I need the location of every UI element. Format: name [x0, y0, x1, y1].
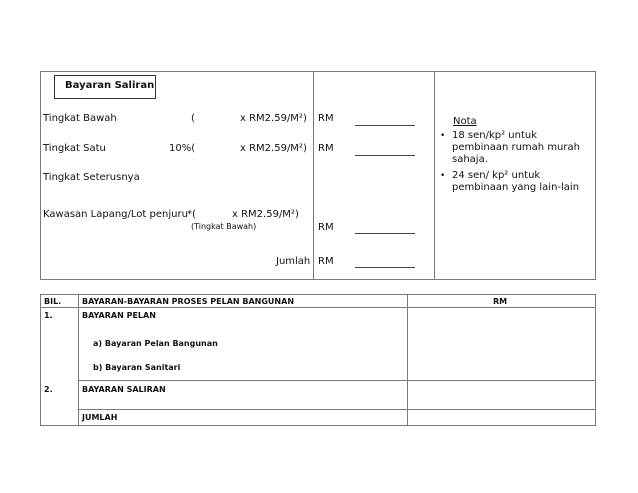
total-label: Jumlah — [276, 256, 311, 267]
row-label-open-area: Kawasan Lapang/Lot penjuru — [43, 209, 188, 220]
row-rate-open-area: x RM2.59/M²) — [232, 209, 299, 220]
row-desc: BAYARAN PELAN — [82, 311, 156, 320]
note-item: 24 sen/ kp² untuk pembinaan yang lain-lain — [452, 170, 580, 193]
row-label-next-floor: Tingkat Seterusnya — [43, 172, 140, 183]
amount-field[interactable] — [355, 125, 415, 126]
total-currency: RM — [318, 256, 334, 267]
row-currency-first-floor: RM — [318, 143, 334, 154]
row-rate-first-floor: x RM2.59/M²) — [240, 143, 307, 154]
row-desc: JUMLAH — [82, 413, 118, 422]
bullet-icon: • — [440, 171, 446, 181]
row-currency-ground-floor: RM — [318, 113, 334, 124]
bullet-icon: • — [440, 131, 446, 141]
row-sub-item: b) Bayaran Sanitari — [93, 363, 181, 372]
total-amount-field[interactable] — [355, 267, 415, 268]
row-pct-first-floor: 10%( — [169, 143, 196, 154]
note-title: Nota — [453, 116, 477, 127]
amount-field[interactable] — [355, 233, 415, 234]
row-desc: BAYARAN SALIRAN — [82, 385, 166, 394]
note-item: 18 sen/kp² untuk pembinaan rumah murah sahaja. — [452, 130, 580, 165]
row-bil: 2. — [44, 385, 53, 394]
row-label-first-floor: Tingkat Satu — [43, 143, 106, 154]
row-rate-ground-floor: x RM2.59/M²) — [240, 113, 307, 124]
col-header-desc: BAYARAN-BAYARAN PROSES PELAN BANGUNAN — [82, 297, 295, 306]
row-pct-open-area: *( — [187, 209, 196, 220]
row-pct-ground-floor: ( — [191, 113, 195, 124]
amount-field[interactable] — [355, 155, 415, 156]
row-sub-open-area: (Tingkat Bawah) — [191, 222, 257, 231]
col-header-bil: BIL. — [44, 297, 62, 306]
row-label-ground-floor: Tingkat Bawah — [43, 113, 117, 124]
section-title: Bayaran Saliran — [65, 80, 155, 91]
col-header-rm: RM — [493, 297, 508, 306]
row-bil: 1. — [44, 311, 53, 320]
row-sub-item: a) Bayaran Pelan Bangunan — [93, 339, 218, 348]
row-currency-open-area: RM — [318, 222, 334, 233]
